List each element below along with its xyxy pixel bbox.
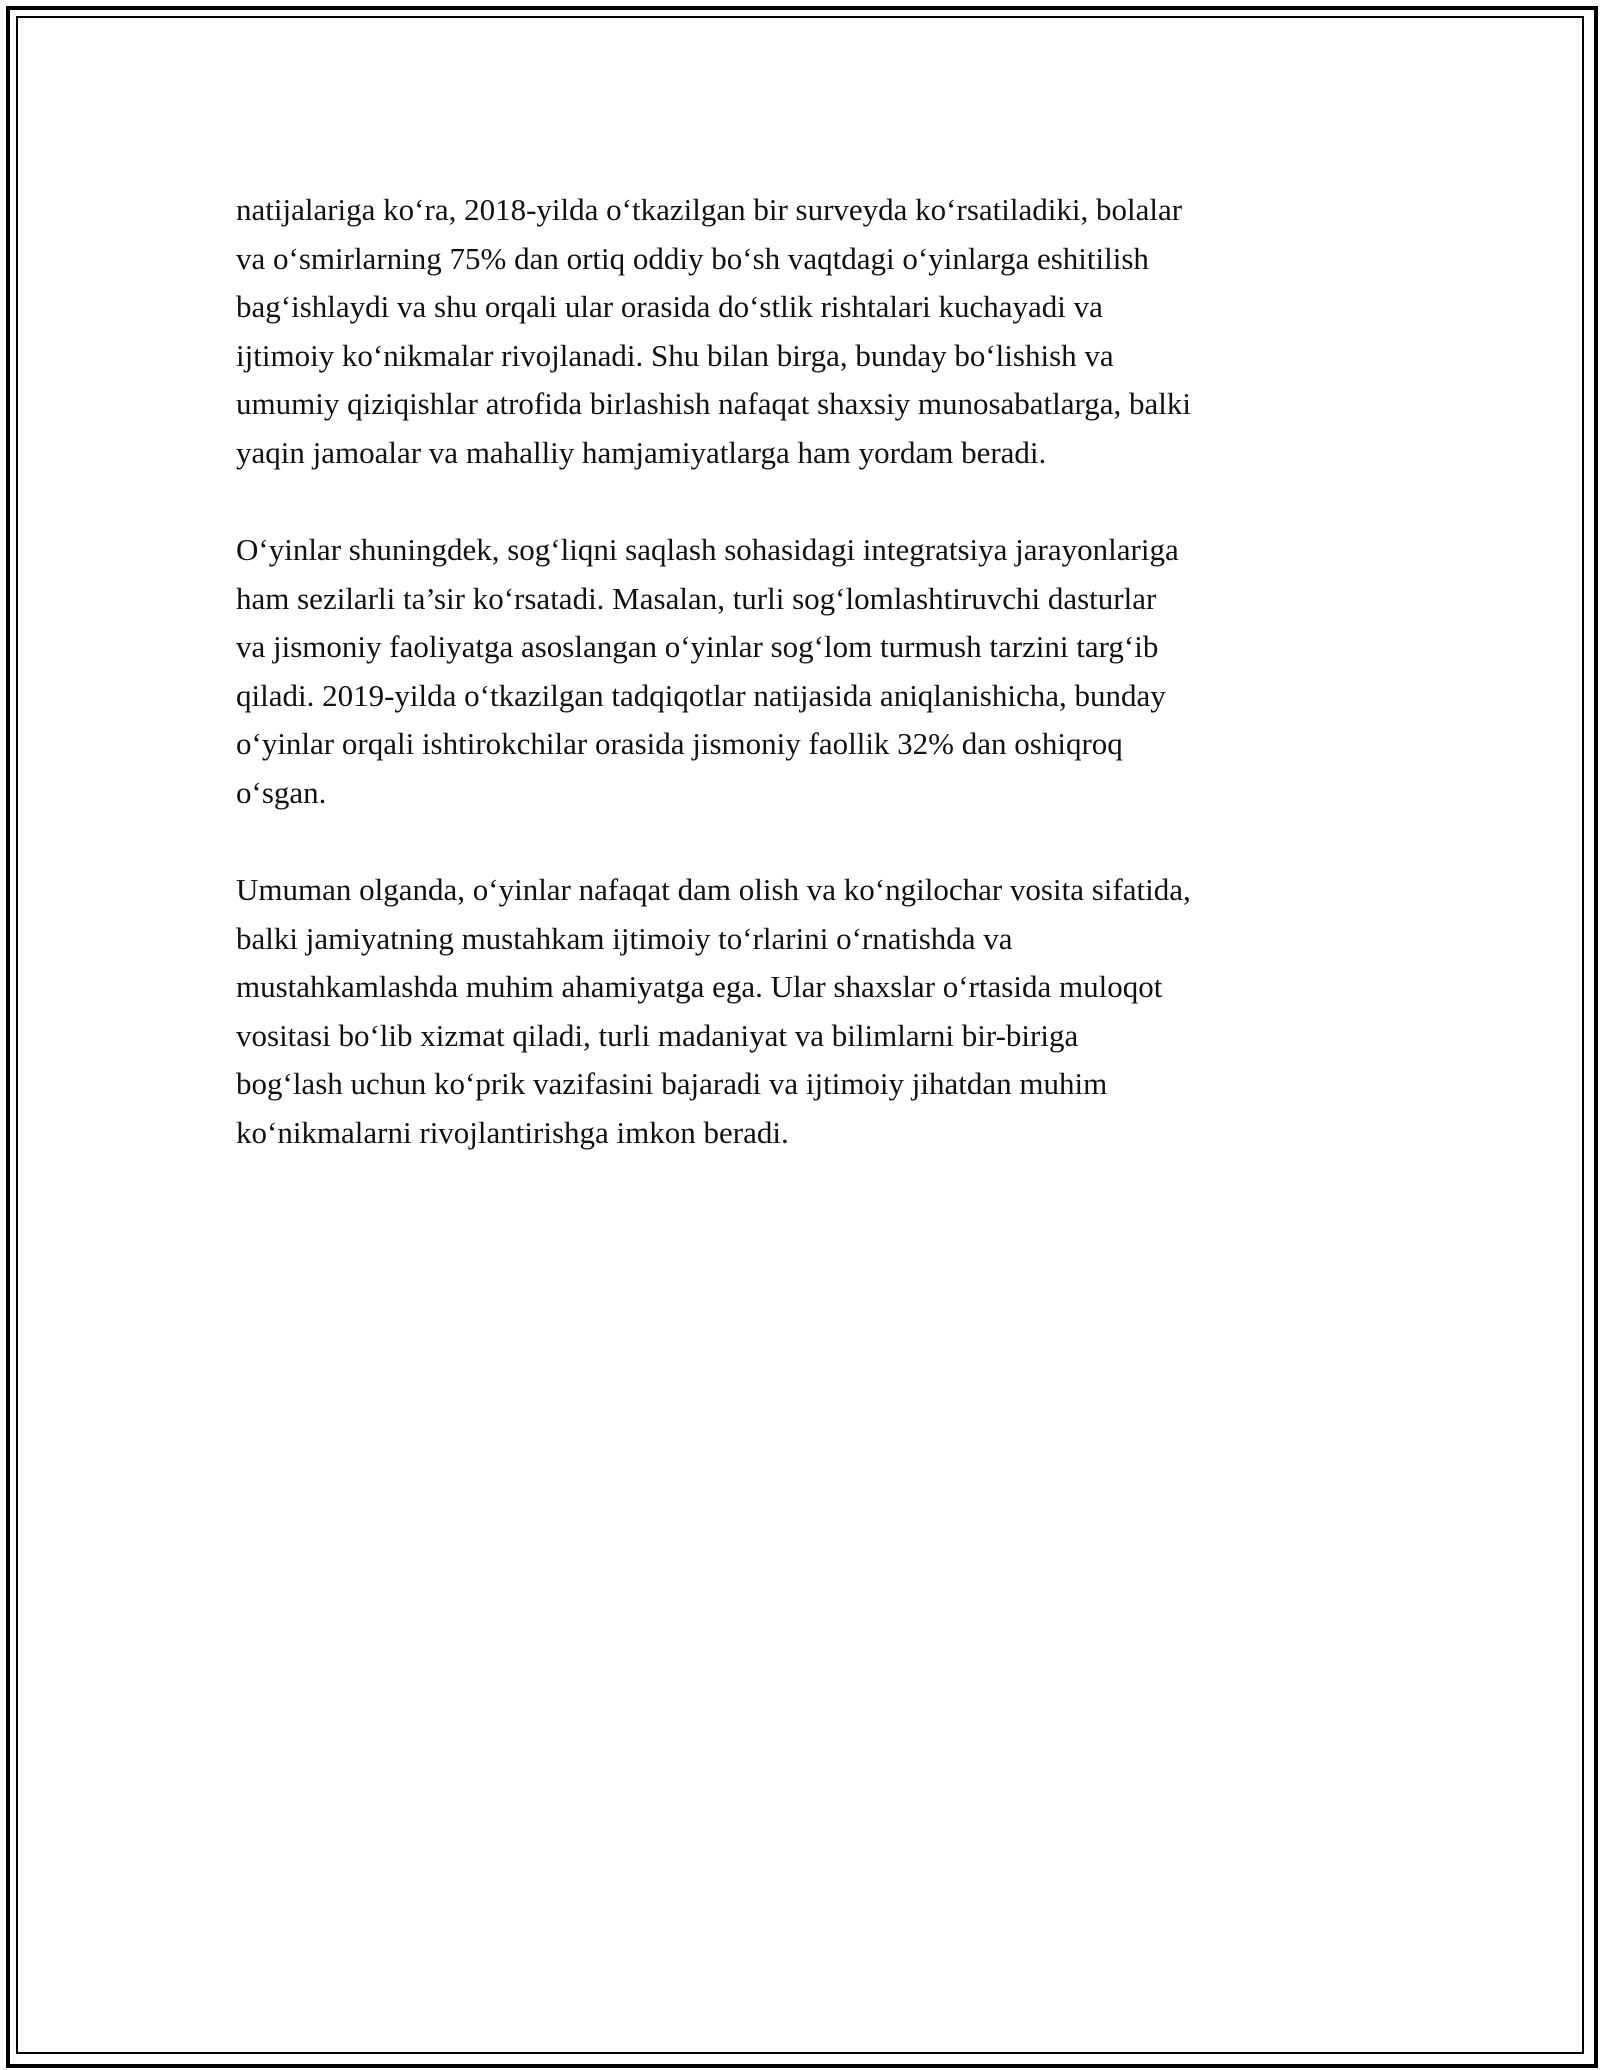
text-line: O‘yinlar shuningdek, sog‘liqni saqlash sohasidagi integratsiya jarayonlariga bbox=[236, 532, 1179, 567]
text-line: o‘sgan. bbox=[236, 774, 327, 810]
text-line: yaqin jamoalar va mahalliy hamjamiyatlarga ham yordam beradi. bbox=[236, 434, 1047, 470]
text-line: o‘yinlar orqali ishtirokchilar orasida jismoniy faollik 32% dan oshiqroq bbox=[236, 726, 1123, 761]
text-line: Umuman olganda, o‘yinlar nafaqat dam olish va ko‘ngilochar vosita sifatida, bbox=[236, 872, 1191, 907]
text-line: vositasi bo‘lib xizmat qiladi, turli madaniyat va bilimlarni bir-biriga bbox=[236, 1017, 1079, 1053]
text-line: umumiy qiziqishlar atrofida birlashish nafaqat shaxsiy munosabatlarga, balki bbox=[236, 386, 1192, 421]
text-line: ijtimoiy ko‘nikmalar rivojlanadi. Shu bilan birga, bunday bo‘lishish va bbox=[236, 337, 1114, 373]
text-line: balki jamiyatning mustahkam ijtimoiy to‘rlarini o‘rnatishda va bbox=[236, 920, 1013, 956]
document-body bbox=[236, 186, 1376, 1206]
text-line: natijalariga ko‘ra, 2018-yilda o‘tkazilgan bir surveyda ko‘rsatiladiki, bolalar bbox=[236, 192, 1183, 227]
text-line: mustahkamlashda muhim ahamiyatga ega. Ular shaxslar o‘rtasida muloqot bbox=[236, 969, 1163, 1004]
text-line: ko‘nikmalarni rivojlantirishga imkon beradi. bbox=[236, 1114, 789, 1150]
paragraph-1 bbox=[236, 186, 1376, 477]
text-line: ham sezilarli ta’sir ko‘rsatadi. Masalan, turli sog‘lomlashtiruvchi dasturlar bbox=[236, 580, 1157, 616]
paragraph-3 bbox=[236, 866, 1376, 1157]
text-line: va jismoniy faoliyatga asoslangan o‘yinlar sog‘lom turmush tarzini targ‘ib bbox=[236, 629, 1159, 664]
text-line: bag‘ishlaydi va shu orqali ular orasida do‘stlik rishtalari kuchayadi va bbox=[236, 289, 1103, 324]
text-line: bog‘lash uchun ko‘prik vazifasini bajaradi va ijtimoiy jihatdan muhim bbox=[236, 1066, 1108, 1101]
paragraph-2 bbox=[236, 526, 1376, 817]
text-line: qiladi. 2019-yilda o‘tkazilgan tadqiqotlar natijasida aniqlanishicha, bunday bbox=[236, 677, 1166, 713]
text-line: va o‘smirlarning 75% dan ortiq oddiy bo‘sh vaqtdagi o‘yinlarga eshitilish bbox=[236, 240, 1149, 276]
